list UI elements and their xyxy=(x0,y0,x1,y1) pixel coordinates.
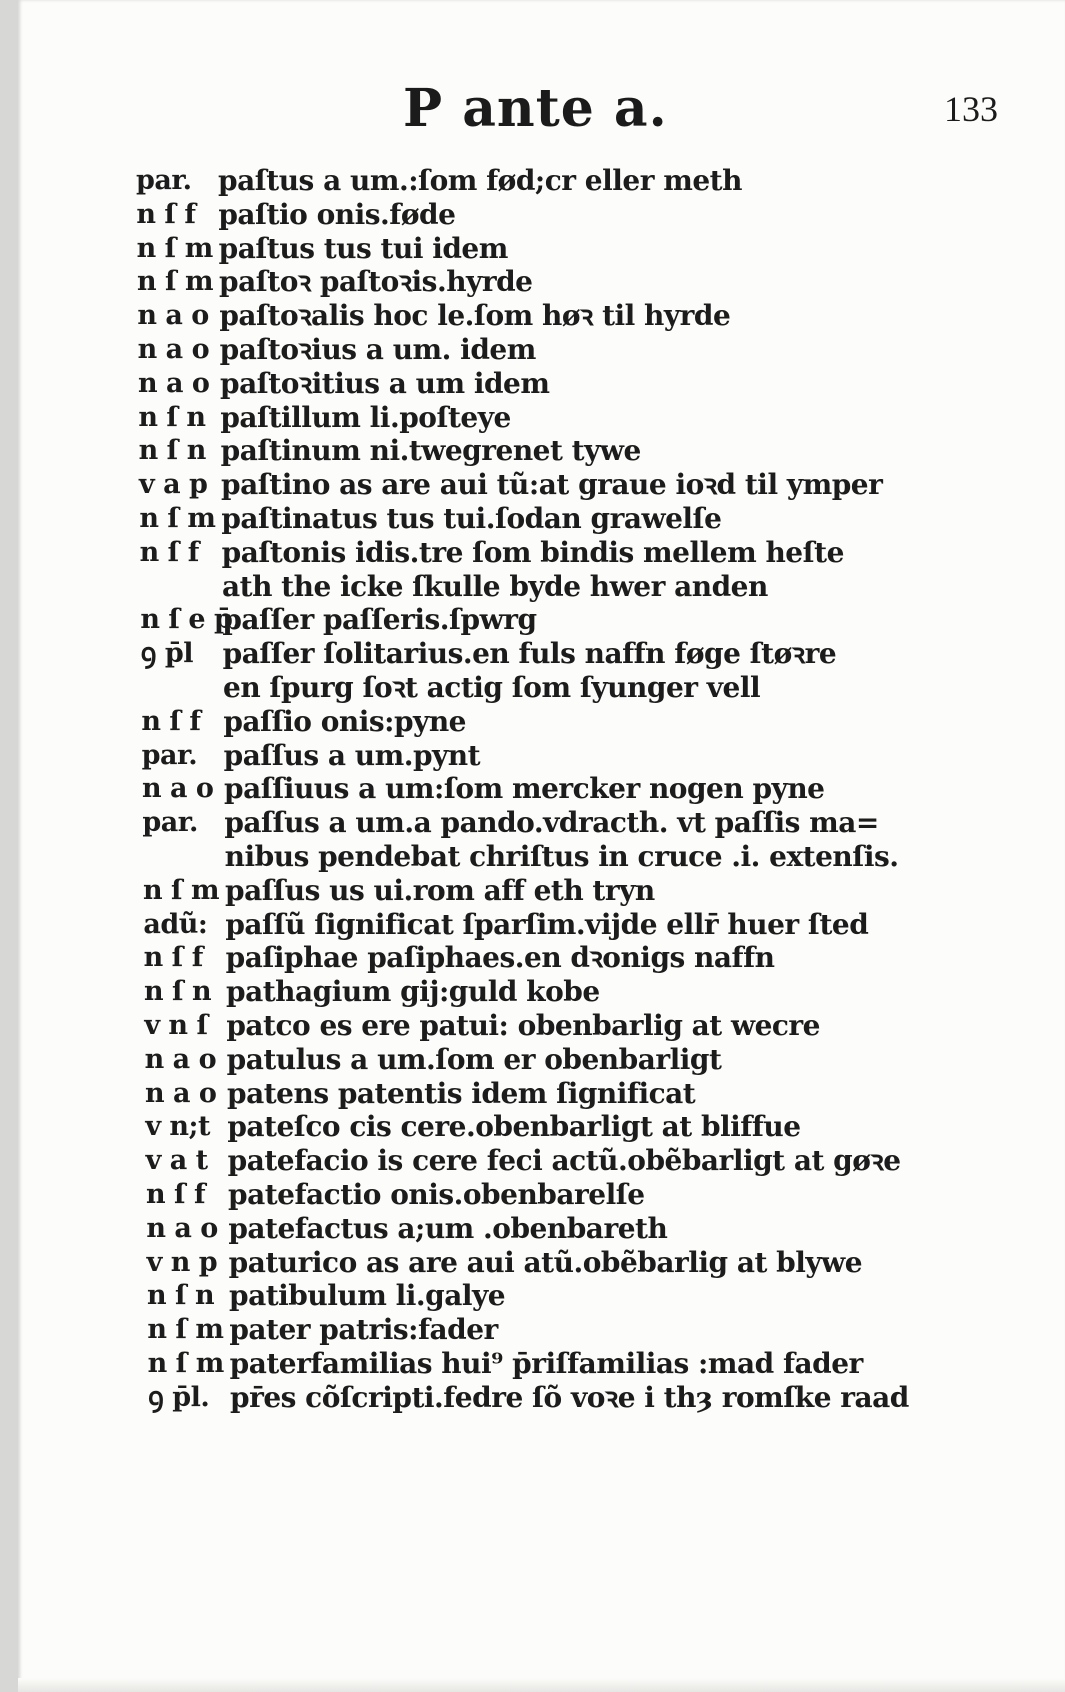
grammar-abbreviation: par. xyxy=(141,739,198,771)
grammar-abbreviation: n a o xyxy=(138,367,210,399)
entry-text: pater patris:fader xyxy=(229,1313,498,1347)
grammar-abbreviation: adũ: xyxy=(143,908,208,940)
entry-text: paſtoꝛalis hoc le.ſom høꝛ til hyrde xyxy=(219,299,731,333)
entry-text: pathagium gij:guld kobe xyxy=(226,975,600,1009)
grammar-abbreviation: n ſ n xyxy=(147,1280,215,1312)
entry-text: paſtillum li.poſteye xyxy=(220,400,511,434)
grammar-abbreviation: n ſ e p̄. xyxy=(140,604,242,636)
entry-text: pateſco cis cere.obenbarligt at bliffue xyxy=(227,1110,801,1144)
entry-text: patibulum li.galye xyxy=(229,1279,506,1313)
book-page xyxy=(18,0,1065,1692)
entry-text: pr̄es cõſcripti.fedre ſõ voꝛe i thȝ romſke raad xyxy=(230,1380,909,1414)
entry-text: paſſus a um.pynt xyxy=(223,738,481,772)
entry-text: patefactus a;um .obenbareth xyxy=(228,1211,668,1245)
grammar-abbreviation: v n ſ xyxy=(144,1010,208,1041)
entry-text: paſtoꝛitius a um idem xyxy=(220,366,550,400)
grammar-abbreviation: n ſ f xyxy=(143,942,203,974)
grammar-abbreviation: n ſ m xyxy=(136,232,213,264)
grammar-abbreviation: n a o xyxy=(142,773,214,805)
entry-text: paſſus us ui.rom aff eth tryn xyxy=(225,873,655,907)
entry-text: patefactio onis.obenbarelſe xyxy=(228,1178,645,1211)
grammar-abbreviation: n ſ f xyxy=(139,536,199,568)
running-head: P ante a. xyxy=(403,78,668,139)
grammar-abbreviation: n a o xyxy=(146,1212,218,1244)
entry-text: paſtonis idis.tre ſom bindis mellem heſte xyxy=(221,535,844,569)
entry-text: paſtus tus tui idem xyxy=(218,231,508,265)
entry-text: paſtio onis.føde xyxy=(218,197,456,231)
grammar-abbreviation: n ſ m xyxy=(143,874,220,906)
entry-text: paterfamilias hui⁹ p̄riſfamilias :mad fader xyxy=(229,1347,863,1380)
entry-text: paſſũ ſignificat ſparſim.vijde ellr̄ huer ſted xyxy=(225,907,869,941)
grammar-abbreviation: n a o xyxy=(145,1077,217,1109)
grammar-abbreviation: n ſ m xyxy=(147,1314,224,1346)
page-number: 133 xyxy=(944,89,998,129)
grammar-abbreviation: n ſ n xyxy=(138,435,206,467)
grammar-abbreviation: n ſ f xyxy=(136,198,196,230)
entry-text: en ſpurg ſoꝛt actig ſom ſyunger vell xyxy=(223,671,761,704)
grammar-abbreviation: n ſ f xyxy=(146,1179,206,1210)
grammar-abbreviation: v a t xyxy=(145,1145,208,1177)
grammar-abbreviation: v n p xyxy=(146,1246,218,1278)
entry-text: ath the icke ſkulle byde hwer anden xyxy=(222,569,768,603)
grammar-abbreviation: v n;t xyxy=(145,1111,210,1143)
page-edge-shadow xyxy=(18,1678,1065,1692)
grammar-abbreviation: ꝯ p̄l. xyxy=(148,1381,210,1413)
entry-text: paſſer ſolitarius.en fuls naffn føge ſtøꝛre xyxy=(222,637,837,671)
entry-text: nibus pendebat chriſtus in cruce .i. extenſis. xyxy=(224,840,899,873)
grammar-abbreviation: n ſ m xyxy=(139,503,216,534)
entry-text: patco es ere patui: obenbarlig at wecre xyxy=(226,1009,820,1042)
grammar-abbreviation: n ſ m xyxy=(137,266,214,298)
entry-text: patulus a um.ſom er obenbarligt xyxy=(226,1042,722,1076)
entry-text: paſtus a um.:ſom fød;cr eller meth xyxy=(218,164,742,197)
entry-text: paſtino as are aui tũ:at graue ioꝛd til ymper xyxy=(221,468,883,502)
entry-text: paſſus a um.a pando.vdracth. vt paſſis ma= xyxy=(224,806,879,840)
grammar-abbreviation: v a p xyxy=(139,469,208,501)
entry-text: paſtinatus tus tui.ſodan grawelſe xyxy=(221,502,722,535)
entry-text: patens patentis idem ſignificat xyxy=(227,1076,696,1110)
entry-text: paſtinum ni.twegrenet tywe xyxy=(220,434,641,468)
entry-text: paturico as are aui atũ.obẽbarlig at blywe xyxy=(228,1245,863,1279)
grammar-abbreviation: n a o xyxy=(137,334,210,365)
grammar-abbreviation: n a o xyxy=(144,1043,217,1075)
entry-text: paſſer paſſeris.ſpwrg xyxy=(222,603,537,637)
entry-text: patefacio is cere feci actũ.obẽbarligt at gøꝛe xyxy=(227,1144,901,1178)
grammar-abbreviation: n a o xyxy=(137,300,209,332)
grammar-abbreviation: n ſ n xyxy=(144,976,212,1008)
grammar-abbreviation: n ſ f xyxy=(141,705,201,737)
entry-text: paſtoꝛ paſtoꝛis.hyrde xyxy=(219,265,533,299)
entry-text: paſſiuus a um:ſom mercker nogen pyne xyxy=(224,772,825,806)
grammar-abbreviation: n ſ n xyxy=(138,401,206,433)
grammar-abbreviation: par. xyxy=(136,165,192,196)
grammar-abbreviation: par. xyxy=(142,807,198,839)
grammar-abbreviation: n ſ m xyxy=(147,1348,224,1379)
grammar-abbreviation: ꝯ p̄l xyxy=(140,638,194,670)
entry-text: paſſio onis:pyne xyxy=(223,704,466,738)
entry-text: paſiphae paſiphaes.en dꝛonigs naffn xyxy=(225,941,775,975)
entry-text: paſtoꝛius a um. idem xyxy=(219,333,536,366)
